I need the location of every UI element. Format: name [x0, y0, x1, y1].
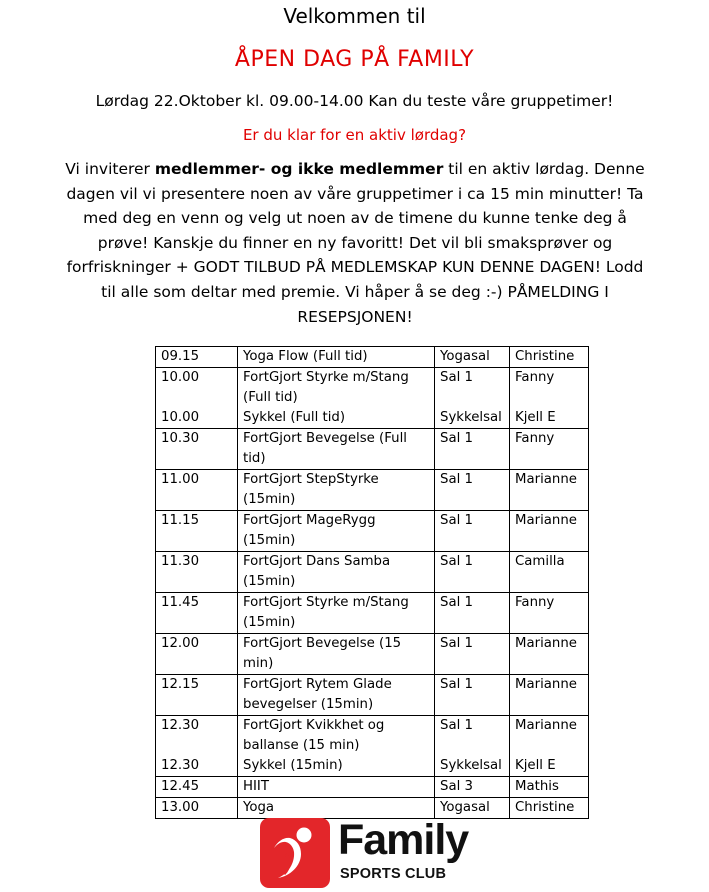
cell-time-text: 10.00 [161, 370, 200, 385]
cell-room [435, 716, 510, 777]
cell-instructor-text-second: Kjell E [515, 410, 556, 425]
cell-class [238, 511, 435, 552]
cell-instructor-text: Fanny [515, 370, 555, 385]
schedule-table [155, 346, 589, 819]
cell-class [238, 716, 435, 777]
cell-room [435, 675, 510, 716]
cell-room-text: Sal 1 [440, 677, 473, 692]
cell-class [238, 675, 435, 716]
cell-instructor-text: Christine [515, 800, 575, 815]
cell-class [238, 368, 435, 429]
cell-class [238, 777, 435, 798]
cell-instructor [510, 675, 589, 716]
cell-time-text: 12.15 [161, 677, 200, 692]
schedule-row [156, 470, 589, 511]
cell-class-text: FortGjort Styrke m/Stang (Full tid) [243, 370, 409, 405]
welcome-heading: Velkommen til [283, 4, 426, 28]
event-title: ÅPEN DAG PÅ FAMILY [234, 47, 475, 72]
cell-class-text: FortGjort Rytem Glade bevegelser (15min) [243, 677, 392, 712]
cell-time-text: 11.45 [161, 595, 200, 610]
cell-room-text-second: Sykkelsal [440, 410, 502, 425]
cell-instructor [510, 429, 589, 470]
cell-spacer [440, 388, 504, 408]
cell-time-text: 12.30 [161, 718, 200, 733]
cell-room [435, 552, 510, 593]
cell-class-text-second: Sykkel (Full tid) [243, 410, 346, 425]
cell-time [156, 716, 238, 777]
date-line: Lørdag 22.Oktober kl. 09.00-14.00 Kan du teste våre gruppetimer! [95, 92, 614, 110]
logo-subtitle: SPORTS CLUB [340, 866, 447, 882]
cell-instructor-text-second: Kjell E [515, 758, 556, 773]
cell-room [435, 368, 510, 429]
schedule-row [156, 429, 589, 470]
family-sports-club-logo-icon [260, 818, 330, 888]
cell-instructor-text: Christine [515, 349, 575, 364]
cell-time [156, 511, 238, 552]
schedule-row [156, 511, 589, 552]
cell-time [156, 470, 238, 511]
intro-bold-members: medlemmer- og ikke medlemmer [154, 160, 444, 178]
schedule-body [156, 347, 589, 819]
cell-room [435, 347, 510, 368]
schedule-row [156, 675, 589, 716]
cell-room-text: Sal 1 [440, 370, 473, 385]
schedule-row [156, 368, 589, 429]
cell-instructor [510, 347, 589, 368]
cell-room-text: Yogasal [440, 800, 490, 815]
cell-instructor-text: Mathis [515, 779, 559, 794]
cell-time [156, 777, 238, 798]
cell-instructor [510, 470, 589, 511]
cell-instructor [510, 511, 589, 552]
cell-instructor [510, 634, 589, 675]
cell-instructor-text: Fanny [515, 431, 555, 446]
cell-room-text: Sal 1 [440, 472, 473, 487]
logo-wordmark: Family [338, 816, 469, 864]
cell-class [238, 634, 435, 675]
cell-time-text: 12.00 [161, 636, 200, 651]
cell-time-text: 12.45 [161, 779, 200, 794]
cell-time-text: 11.15 [161, 513, 200, 528]
schedule-row [156, 593, 589, 634]
cell-instructor-text: Fanny [515, 595, 555, 610]
cell-time [156, 552, 238, 593]
cell-instructor-text: Marianne [515, 472, 577, 487]
cell-class [238, 552, 435, 593]
cell-class-text: FortGjort Bevegelse (Full tid) [243, 431, 407, 466]
cell-instructor [510, 777, 589, 798]
intro-text-1: Vi inviterer [65, 160, 155, 178]
cell-spacer [440, 736, 504, 756]
intro-paragraph [60, 157, 650, 329]
cell-class [238, 429, 435, 470]
intro-text-2: til en aktiv lørdag. Denne dagen vil vi presentere noen av våre gruppetimer i ca 15 min minutter! Ta med deg en venn og velg ut noen av de timene du kunne tenke deg å prøve! Kanskje du finner en ny favoritt! Det vil bli smaksprøver og forfriskninger + GODT TILBUD PÅ MEDLEMSKAP KUN DENNE DAGEN! Lodd til alle som deltar med premie. Vi håper å se deg :-) PÅMELDING I RESEPSJONEN! [66, 160, 645, 326]
cell-instructor-text: Camilla [515, 554, 565, 569]
cell-room-text: Sal 1 [440, 595, 473, 610]
cell-class-text: Yoga [243, 800, 275, 815]
cell-time-text-second: 10.00 [161, 410, 200, 425]
cell-class-text: Yoga Flow (Full tid) [243, 349, 368, 364]
cell-room [435, 429, 510, 470]
cell-room-text: Sal 1 [440, 718, 473, 733]
cell-room [435, 777, 510, 798]
cell-time [156, 798, 238, 819]
cell-room [435, 593, 510, 634]
cell-class-text: HIIT [243, 779, 269, 794]
schedule-row [156, 716, 589, 777]
cell-instructor-text: Marianne [515, 636, 577, 651]
cell-room-text: Sal 1 [440, 554, 473, 569]
cell-class [238, 347, 435, 368]
cell-time [156, 347, 238, 368]
cell-room [435, 470, 510, 511]
cell-class-text: FortGjort StepStyrke (15min) [243, 472, 379, 507]
cell-time-text: 11.00 [161, 472, 200, 487]
schedule-row [156, 552, 589, 593]
cell-spacer [515, 388, 583, 408]
cell-instructor-text: Marianne [515, 718, 577, 733]
cell-class-text: FortGjort Bevegelse (15 min) [243, 636, 402, 671]
cell-time-text: 11.30 [161, 554, 200, 569]
cell-instructor-text: Marianne [515, 513, 577, 528]
cell-room [435, 634, 510, 675]
cell-spacer [161, 388, 232, 408]
cell-instructor [510, 552, 589, 593]
cell-room [435, 511, 510, 552]
cell-room-text: Yogasal [440, 349, 490, 364]
cell-spacer [161, 736, 232, 756]
cell-time [156, 593, 238, 634]
cell-time [156, 429, 238, 470]
cell-time-text: 13.00 [161, 800, 200, 815]
cell-time [156, 634, 238, 675]
schedule-row [156, 347, 589, 368]
schedule-row [156, 777, 589, 798]
cell-class-text: FortGjort MageRygg (15min) [243, 513, 376, 548]
cell-class-text: FortGjort Kvikkhet og ballanse (15 min) [243, 718, 385, 753]
cell-time-text-second: 12.30 [161, 758, 200, 773]
family-sports-club-logo [260, 818, 480, 890]
cell-instructor [510, 368, 589, 429]
cell-class-text-second: Sykkel (15min) [243, 758, 343, 773]
cell-room-text: Sal 1 [440, 513, 473, 528]
cell-time-text: 09.15 [161, 349, 200, 364]
cell-time [156, 368, 238, 429]
cell-class [238, 593, 435, 634]
cell-spacer [515, 736, 583, 756]
cell-instructor [510, 798, 589, 819]
cell-class-text: FortGjort Styrke m/Stang (15min) [243, 595, 409, 630]
cell-room-text: Sal 1 [440, 636, 473, 651]
question-line: Er du klar for en aktiv lørdag? [242, 126, 467, 144]
cell-time-text: 10.30 [161, 431, 200, 446]
cell-class [238, 470, 435, 511]
cell-instructor-text: Marianne [515, 677, 577, 692]
cell-instructor [510, 593, 589, 634]
cell-room-text-second: Sykkelsal [440, 758, 502, 773]
cell-room-text: Sal 1 [440, 431, 473, 446]
cell-instructor [510, 716, 589, 777]
schedule-row [156, 634, 589, 675]
cell-time [156, 675, 238, 716]
cell-room-text: Sal 3 [440, 779, 473, 794]
cell-class-text: FortGjort Dans Samba (15min) [243, 554, 391, 589]
